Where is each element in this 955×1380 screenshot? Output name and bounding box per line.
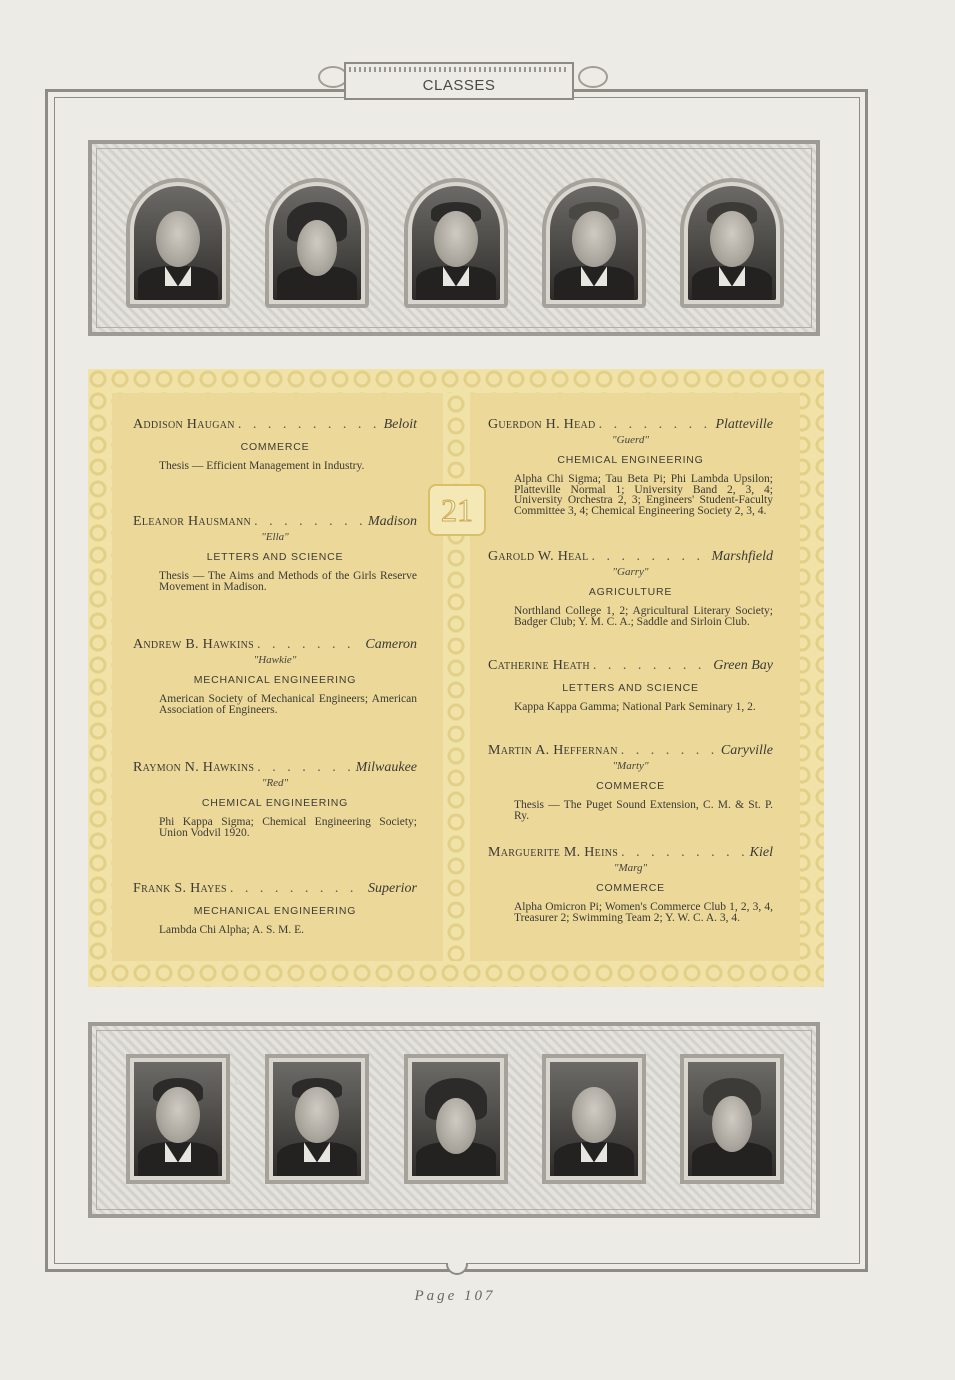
student-activities: Alpha Chi Sigma; Tau Beta Pi; Phi Lambda Upsilon; Platteville Normal 1; University Band 2, 3, 4; University Orchestra 2, 3; Engineers' Student-Faculty Committee 3, 4; Chemical Engineering Society 2, 3, 4. bbox=[514, 473, 773, 517]
student-hometown: Green Bay bbox=[713, 658, 773, 673]
page-number: Page 107 bbox=[414, 1288, 496, 1304]
student-activities: Alpha Omicron Pi; Women's Commerce Club 1, 2, 3, 4, Treasurer 2; Swimming Team 2; Y. W. C. A. 3, 4. bbox=[514, 901, 773, 924]
header-scroll-ornament-right bbox=[578, 66, 608, 88]
student-entry bbox=[488, 658, 773, 713]
student-entry bbox=[133, 417, 417, 472]
portrait-photo bbox=[680, 178, 784, 308]
student-activities: Northland College 1, 2; Agricultural Literary Society; Badger Club; Y. M. C. A.; Saddle and Sirloin Club. bbox=[514, 605, 773, 628]
student-hometown: Platteville bbox=[715, 417, 773, 432]
portrait-photo bbox=[680, 1054, 784, 1184]
student-name: Guerdon H. Head bbox=[488, 417, 596, 432]
student-hometown: Madison bbox=[368, 514, 417, 529]
class-year-badge: 21 bbox=[428, 484, 486, 536]
student-department: COMMERCE bbox=[240, 441, 310, 453]
student-entry bbox=[488, 549, 773, 627]
portrait-photo bbox=[126, 1054, 230, 1184]
section-title: CLASSES bbox=[422, 77, 496, 94]
student-entry bbox=[488, 845, 773, 923]
student-hometown: Kiel bbox=[749, 845, 773, 860]
student-hometown: Marshfield bbox=[711, 549, 773, 564]
student-hometown: Cameron bbox=[365, 637, 417, 652]
portrait-photo bbox=[404, 178, 508, 308]
student-name: Andrew B. Hawkins bbox=[133, 637, 255, 652]
student-activities: Thesis — The Aims and Methods of the Girls Reserve Movement in Madison. bbox=[159, 570, 417, 593]
portrait-photo bbox=[265, 1054, 369, 1184]
student-name: Eleanor Hausmann bbox=[133, 514, 252, 529]
portrait-photo bbox=[542, 1054, 646, 1184]
student-department: LETTERS AND SCIENCE bbox=[206, 551, 344, 563]
student-entry bbox=[133, 760, 417, 838]
student-department: COMMERCE bbox=[596, 780, 665, 792]
portrait-photo bbox=[126, 178, 230, 308]
portrait-photo bbox=[404, 1054, 508, 1184]
student-activities: Lambda Chi Alpha; A. S. M. E. bbox=[159, 924, 305, 936]
student-nickname: "Garry" bbox=[612, 566, 649, 578]
student-activities: American Society of Mechanical Engineers; American Association of Engineers. bbox=[159, 693, 417, 716]
student-nickname: "Ella" bbox=[261, 531, 289, 543]
student-entry bbox=[133, 514, 417, 592]
student-nickname: "Red" bbox=[261, 777, 289, 789]
student-department: MECHANICAL ENGINEERING bbox=[193, 905, 357, 917]
student-department: CHEMICAL ENGINEERING bbox=[201, 797, 349, 809]
student-hometown: Caryville bbox=[720, 743, 773, 758]
panel-divider bbox=[443, 393, 470, 961]
student-activities: Phi Kappa Sigma; Chemical Engineering Society; Union Vodvil 1920. bbox=[159, 816, 417, 839]
student-activities: Kappa Kappa Gamma; National Park Seminary 1, 2. bbox=[514, 701, 756, 713]
bottom-photo-strip bbox=[88, 1022, 820, 1218]
student-name: Addison Haugan bbox=[133, 417, 235, 432]
portrait-photo bbox=[265, 178, 369, 308]
student-department: LETTERS AND SCIENCE bbox=[562, 682, 699, 694]
student-nickname: "Hawkie" bbox=[253, 654, 297, 666]
student-department: COMMERCE bbox=[596, 882, 665, 894]
student-entry bbox=[488, 743, 773, 821]
student-entry bbox=[133, 881, 417, 936]
student-department: CHEMICAL ENGINEERING bbox=[557, 454, 704, 466]
bottom-frame-ornament bbox=[446, 1263, 468, 1275]
student-name: Garold W. Heal bbox=[488, 549, 589, 564]
student-name: Frank S. Hayes bbox=[133, 881, 227, 896]
student-nickname: "Marg" bbox=[613, 862, 648, 874]
student-nickname: "Guerd" bbox=[612, 434, 649, 446]
student-nickname: "Marty" bbox=[612, 760, 649, 772]
student-hometown: Milwaukee bbox=[355, 760, 417, 775]
student-name: Catherine Heath bbox=[488, 658, 590, 673]
portrait-photo bbox=[542, 178, 646, 308]
top-photo-strip bbox=[88, 140, 820, 336]
student-hometown: Beloit bbox=[383, 417, 417, 432]
student-entry bbox=[488, 417, 773, 516]
header-plate bbox=[344, 62, 574, 100]
student-activities: Thesis — Efficient Management in Industry. bbox=[159, 460, 365, 472]
student-name: Martin A. Heffernan bbox=[488, 743, 618, 758]
student-entry bbox=[133, 637, 417, 715]
student-activities: Thesis — The Puget Sound Extension, C. M. & St. P. Ry. bbox=[514, 799, 773, 822]
student-hometown: Superior bbox=[368, 881, 417, 896]
student-name: Raymon N. Hawkins bbox=[133, 760, 255, 775]
student-department: AGRICULTURE bbox=[588, 586, 673, 598]
student-department: MECHANICAL ENGINEERING bbox=[193, 674, 357, 686]
student-name: Marguerite M. Heins bbox=[488, 845, 619, 860]
